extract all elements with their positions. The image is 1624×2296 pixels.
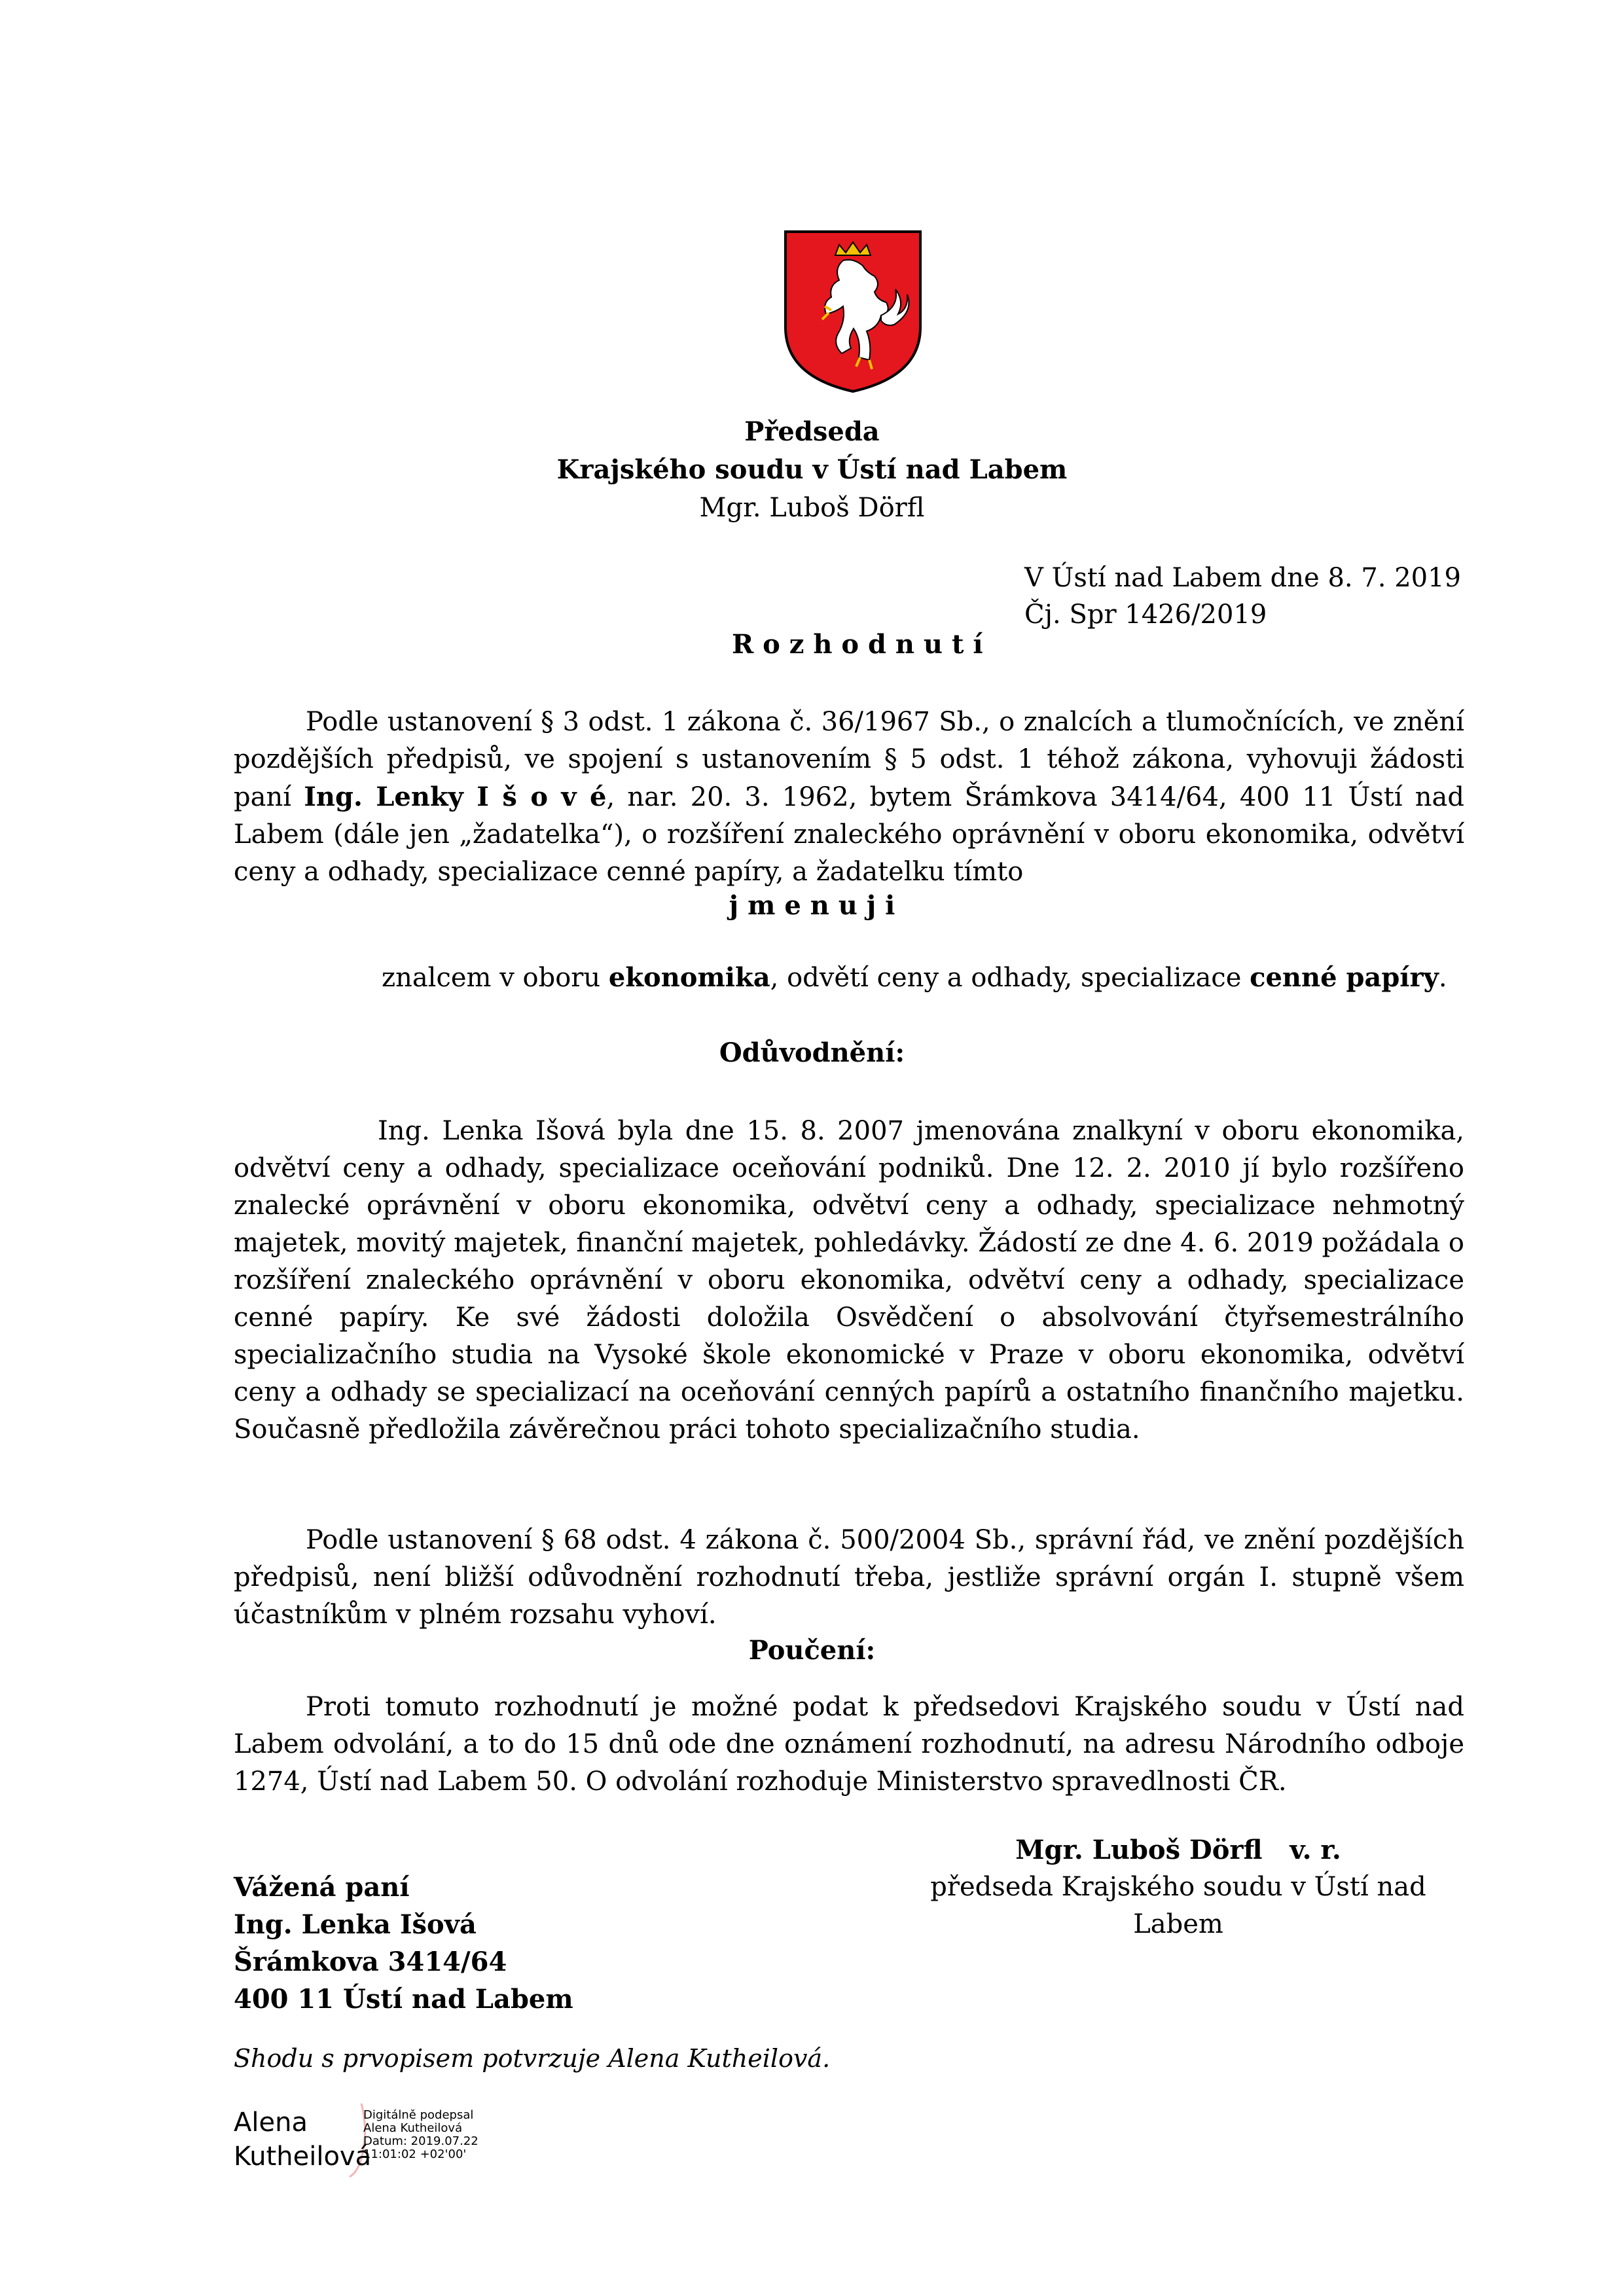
digital-signature-meta [363, 2109, 478, 2161]
addressee-street: Šrámkova 3414/64 [234, 1946, 507, 1977]
intro-paragraph [234, 704, 1464, 891]
dsig-line-4: 11:01:02 +02'00' [363, 2147, 467, 2161]
instruction-paragraph: Proti tomuto rozhodnutí je možné podat k předsedovi Krajského soudu v Ústí nad Labem odvolání, a to do 15 dnů ode dne oznámení rozhodnutí, na adresu Národního odboje 1274, Ústí nad Labem 50. O odvolání rozhoduje Ministerstvo spravedlnosti ČR. [234, 1692, 1464, 1797]
addressee-salutation: Vážená paní [234, 1872, 410, 1903]
appointment-line [382, 959, 1447, 997]
place-date: V Ústí nad Labem dne 8. 7. 2019 [1024, 563, 1461, 593]
dsig-line-1: Digitálně podepsal [363, 2108, 474, 2122]
appoint-text-1: znalcem v oboru [382, 963, 609, 993]
dsig-first-name: Alena [234, 2108, 308, 2138]
instruction-heading: Poučení: [748, 1635, 876, 1666]
dsig-line-3: Datum: 2019.07.22 [363, 2134, 478, 2148]
reasoning-paragraph: Ing. Lenka Išová byla dne 15. 8. 2007 jmenována znalkyní v oboru ekonomika, odvětví ceny a odhady, specializace oceňování podniků. Dne 12. 2. 2010 jí bylo rozšířeno znalecké oprávnění v oboru ekonomika, odvětví ceny a odhady, specializace nehmotný majetek, movitý majetek, finanční majetek, pohledávky. Žádostí ze dne 4. 6. 2019 požádala o rozšíření znaleckého oprávnění v oboru ekonomika, odvětví ceny a odhady, specializace cenné papíry. Ke své žádosti doložila Osvědčení o absolvování čtyřsemestrálního specializačního studia na Vysoké škole ekonomické v Praze v oboru ekonomika, odvětví ceny a odhady se specializací na oceňování cenných papírů a ostatního finančního majetku. Současně předložila závěrečnou práci tohoto specializačního studia. [234, 1116, 1464, 1444]
appoint-word: j m e n u j i [729, 890, 895, 921]
signature-role: předseda Krajského soudu v Ústí nad Labem [930, 1872, 1426, 1939]
appoint-specialization: cenné papíry [1250, 962, 1439, 993]
file-number: Čj. Spr 1426/2019 [1024, 600, 1267, 630]
legal-paragraph: Podle ustanovení § 68 odst. 4 zákona č. 500/2004 Sb., správní řád, ve znění pozdějších předpisů, není bližší odůvodnění rozhodnutí třeba, jestliže správní orgán I. stupně všem účastníkům v plném rozsahu vyhoví. [234, 1525, 1464, 1630]
applicant-name: Ing. Lenky I š o v é [304, 781, 607, 812]
appoint-text-3: . [1438, 963, 1447, 993]
coat-of-arms-logo [783, 229, 923, 394]
intro-text-2: , nar. 20. 3. 1962, bytem Šrámkova 3414/64, 400 11 Ústí nad Labem (dále jen „žadatelka“), o rozšíření znaleckého oprávnění v oboru ekonomika, odvětví ceny a odhady, specializace cenné papíry, a žadatelku tímto [234, 782, 1464, 887]
intro-text-1: Podle ustanovení § 3 odst. 1 zákona č. 36/1967 Sb., o znalcích a tlumočnících, ve znění pozdějších předpisů, ve spojení s ustanovením § 5 odst. 1 téhož zákona, vyhovuji žádosti paní [234, 707, 1464, 812]
addressee-city: 400 11 Ústí nad Labem [234, 1984, 573, 2015]
header-title: Předseda [744, 416, 880, 447]
copy-note: Shodu s prvopisem potvrzuje Alena Kutheilová. [234, 2044, 831, 2073]
header-court: Krajského soudu v Ústí nad Labem [556, 454, 1068, 485]
dsig-line-2: Alena Kutheilová [363, 2121, 463, 2135]
appoint-text-2: , odvětí ceny a odhady, specializace [770, 963, 1250, 993]
signature-name: Mgr. Luboš Dörfl v. r. [1015, 1835, 1341, 1865]
dsig-last-name: Kutheilová [234, 2142, 372, 2172]
addressee-name: Ing. Lenka Išová [234, 1909, 477, 1940]
digital-signature-name [234, 2106, 371, 2174]
appoint-field: ekonomika [608, 962, 770, 993]
header-name: Mgr. Luboš Dörfl [699, 493, 925, 523]
document-title: R o z h o d n u t í [732, 629, 983, 660]
reasoning-heading: Odůvodnění: [719, 1037, 905, 1068]
